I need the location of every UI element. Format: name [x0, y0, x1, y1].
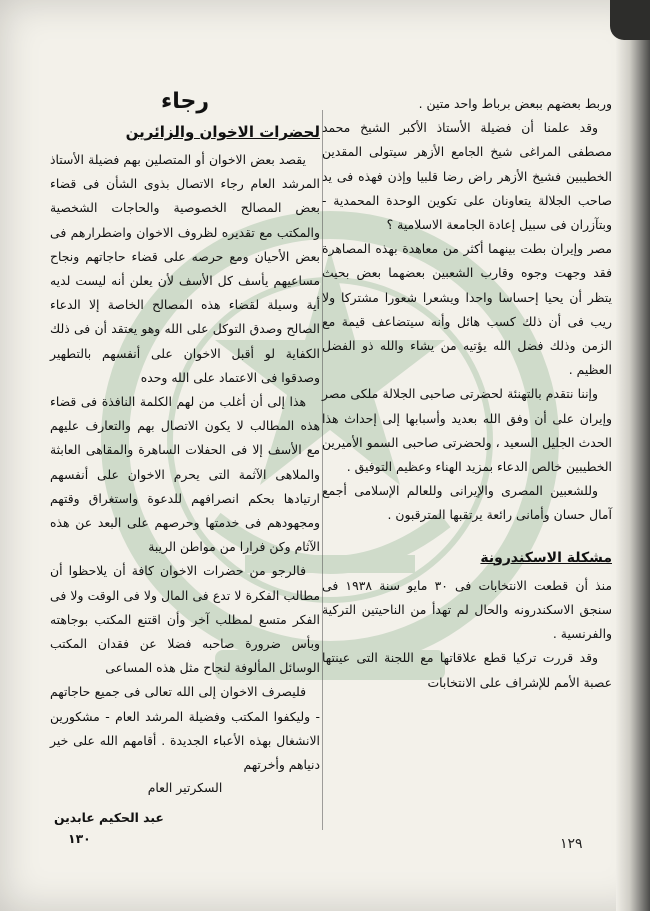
- right-column: [322, 92, 612, 695]
- article-subtitle: لحضرات الاخوان والزائرين: [125, 123, 320, 141]
- paragraph: هذا إلى أن أغلب من لهم الكلمة النافذة فى قضاء هذه المطالب لا يكون الاتصال بهم والتعارف عليهم مع الأسف إلا فى الحفلات الساهرة والمقاهى العابثة والملاهى الآثمة التى يحرم الاخوان على أنفسهم ارتيادها بحكم انصرافهم للدعوة واستغراق وقتهم ومجهودهم فى خدمتها وحرصهم على البعد عن هذه الآثام وكن فرارا من مواطن الريبة: [50, 394, 320, 555]
- paragraph: وقد قررت تركيا قطع علاقاتها مع اللجنة التى عينتها عصبة الأمم للإشراف على الانتخابات: [322, 650, 612, 690]
- left-column: [50, 88, 320, 849]
- paragraph: وإننا نتقدم بالتهنئة لحضرتى صاحبى الجلالة ملكى مصر وإيران على أن وفق الله بعديد وأسبابها إلى إحداث هذا الحدث الجليل السعيد ، ولحضرتى صاحبى السمو الأميرين الخطيبين خالص الدعاء بمزيد الهناء وعظيم التوفيق .: [322, 386, 612, 475]
- paragraph: مصر وإيران بطت بينهما أكثر من معاهدة بهذه المصاهرة فقد وجهت وجوه وقارب الشعبين بعضهما بعض بحيث يتظر أن يحيا إحساسا واحدا ويشعرا شعورا مشتركا ولا ريب فى أن ذلك كسب هائل وأنه سيتضاعف قيمة مع الزمن وذلك فضل الله يؤتيه من يشاء والله ذو الفضل العظيم .: [322, 241, 612, 378]
- paragraph: وقد علمنا أن فضيلة الأستاذ الأكبر الشيخ محمد مصطفى المراغى شيخ الجامع الأزهر سيتولى المقدين الخطيبين فشيخ الأزهر راض رضا قلبيا وإذن فهذه فى يد صاحب الجلالة يتعاونان على تكوين الوحدة المحمدية - وبتآزران فى سبيل إعادة الجامعة الاسلامية ؟: [322, 120, 612, 233]
- paragraph: يقصد بعض الاخوان أو المتصلين بهم فضيلة الأستاذ المرشد العام رجاء الاتصال بذوى الشأن فى قضاء بعض المصالح الخصوصية والحاجات الشخصية والمكتب مع تقديره لظروف الاخوان واضطرارهم فى بعض الأحيان ومع حرصه على قضاء حاجاتهم ونجاح مساعيهم يأسف كل الأسف لأن يعلن أنه ليست لديه أية وسيلة لقضاء هذه المصالح الخاصة إلا الدعاء الصالح وصدق التوكل على الله وهو يعتقد أن فى ذلك الكفاية لو أقبل الاخوان على أنفسهم بالتطهير وصدقوا فى الاعتماد على الله وحده: [50, 152, 320, 385]
- section-heading: مشكلة الاسكندرونة: [480, 549, 612, 566]
- page-number: ١٢٩: [560, 836, 583, 852]
- page-number: ١٣٠: [68, 831, 91, 847]
- paragraph: فليصرف الاخوان إلى الله تعالى فى جميع حاجاتهم - وليكفوا المكتب وفضيلة المرشد العام - مشكورين الانشغال بهذه الأعباء الجديدة . أقامهم الله على خير دنياهم وأخرتهم: [50, 684, 320, 773]
- signature-title: السكرتير العام: [147, 780, 223, 796]
- paragraph: منذ أن قطعت الانتخابات فى ٣٠ مايو سنة ١٩٣٨ فى سنجق الاسكندرونه والحال لم تهدأ من الناحيتين التركية والفرنسية .: [322, 577, 612, 642]
- article-title: رجاء: [160, 89, 210, 114]
- signature-name: عبد الحكيم عابدين: [54, 810, 164, 826]
- paragraph: فالرجو من حضرات الاخوان كافة أن يلاحظوا أن مطالب الفكرة لا تدع فى المال ولا فى الوقت ولا فى الفكر متسع لمطلب آخر وأن اقتنع المكتب بوجاهته وبأس ضرورة صاحبه فضلا عن فقدان المكتب الوسائل المألوفة لنجاح مثل هذه المساعى: [50, 563, 320, 676]
- paragraph: وربط بعضهم ببعض برباط واحد متين .: [418, 96, 612, 111]
- page-corner-shadow: [610, 0, 650, 40]
- page-edge-shadow: [616, 0, 650, 911]
- paragraph: وللشعبين المصرى والإيرانى وللعالم الإسلامى أجمع آمال حسان وأمانى رائعة يرتقبها المترقبون .: [322, 483, 612, 523]
